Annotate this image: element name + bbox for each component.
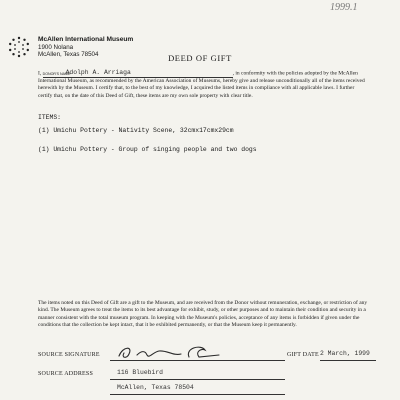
museum-name: McAllen International Museum [38, 36, 134, 43]
item-2: (1) Umichu Pottery - Group of singing people and two dogs [38, 146, 257, 153]
address-line-1 [110, 379, 285, 380]
intro-text: , in conformity with the policies adopted by the McAllen International Museum, as recommended by the American Association of Museums, hereby give and release unconditionally all of the items received herewith by the Museum. I certify that, to the best of my knowledge, I acquired the listed items in compliance with all applicable laws. I further certify that, on the date of this Deed of Gift, these items are my own sole property with clear title. [38, 70, 365, 99]
terms-paragraph: The items noted on this Deed of Gift are a gift to the Museum, and are received from the Donor without remuneration, exchange, or restriction of any kind. The Museum agrees to treat the items to its best advantage for exhibit, study, or other purposes and to maintain their condition and security in a manner consistent with the total museum program. In keeping with the Museum's policies, acceptance of any items is forbidden if given under the conditions that the collection be kept intact, that it be exhibited permanently, or that the Museum keep it permanently. [38, 300, 368, 328]
address-label: SOURCE ADDRESS [38, 371, 93, 377]
address-line-2 [110, 394, 285, 395]
intro-paragraph [38, 70, 368, 100]
museum-street: 1900 Nolana [38, 43, 74, 51]
handwritten-signature [115, 340, 230, 362]
donor-name-label: DONOR'S NAME [42, 72, 71, 76]
item-1: (1) Umichu Pottery - Nativity Scene, 32cmx17cmx29cm [38, 127, 234, 134]
donor-name-field [43, 70, 233, 78]
museum-city: McAllen, Texas 78504 [38, 51, 99, 59]
signature-label: SOURCE SIGNATURE [38, 352, 100, 358]
gift-date-line [320, 360, 376, 361]
address-line1-value: 116 Bluebird [117, 369, 164, 376]
signature-line [110, 360, 285, 361]
intro-prefix: I, [38, 70, 42, 77]
address-line2-value: McAllen, Texas 78504 [117, 384, 194, 391]
accession-number: 1999.1 [330, 2, 358, 13]
items-label: ITEMS: [38, 114, 62, 121]
gift-date-label: GIFT DATE [287, 352, 319, 358]
donor-name: Adolph A. Arriaga [65, 69, 131, 76]
document-title: DEED OF GIFT [168, 53, 232, 63]
gift-date-value: 2 March, 1999 [320, 350, 370, 357]
